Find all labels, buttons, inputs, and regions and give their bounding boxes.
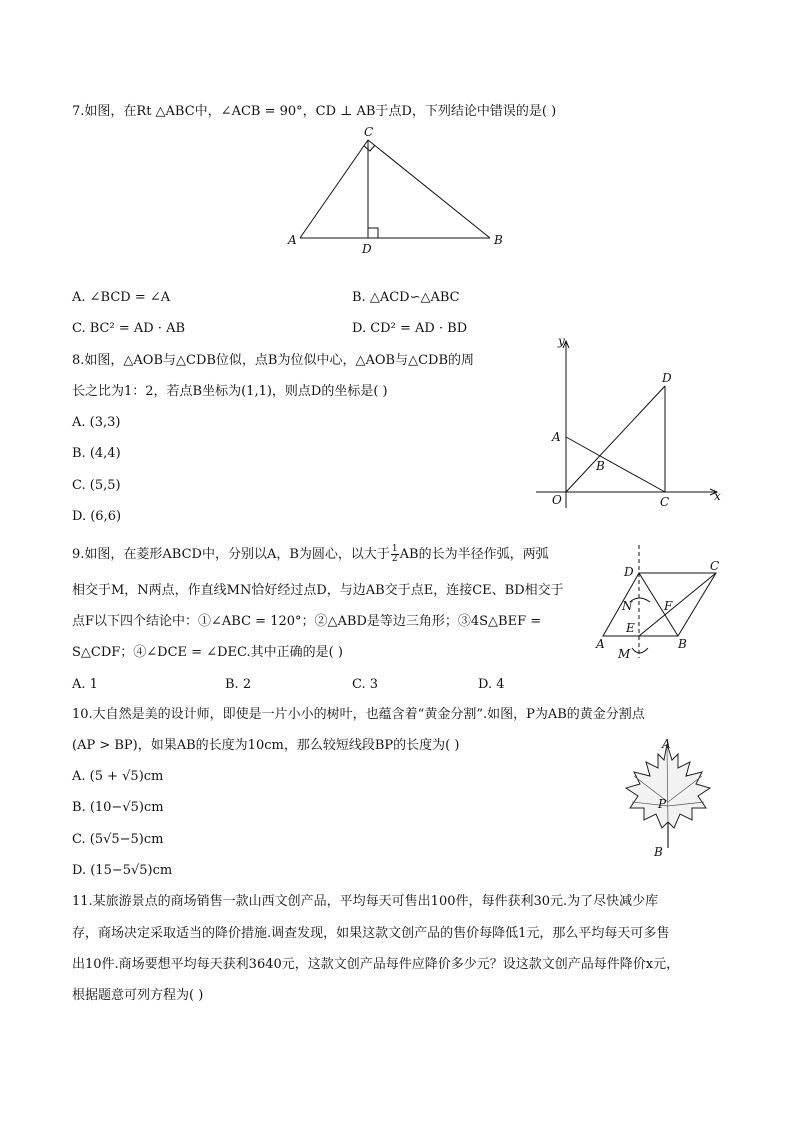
q9-label-b: B [678, 637, 687, 651]
q7-option-c[interactable]: C. BC² = AD · AB [72, 321, 186, 336]
q11-question-line2: 存，商场决定采取适当的降价措施.调查发现，如果这款文创产品的售价每降低1元，那么平均每天可多售 [72, 926, 670, 941]
q10-label-p: P [658, 797, 667, 811]
q7-label-d: D [362, 242, 372, 256]
q9-line1-part-b: AB的长为半径作弧，两弧 [399, 547, 549, 562]
q9-label-d: D [624, 565, 634, 579]
q7-label-c: C [364, 125, 374, 139]
q9-label-a: A [596, 637, 605, 651]
q9-question-line1 [72, 545, 549, 564]
q7-label-a: A [288, 233, 297, 247]
q9-fraction-half: $\frac{1}{2}$ [391, 544, 398, 564]
q10-maple-leaf-figure [618, 736, 718, 860]
q8-label-y: y [558, 334, 565, 348]
q9-line1-part-a: 9.如图，在菱形ABCD中，分别以A，B为圆心，以大于 [72, 547, 390, 562]
q10-question-line2: (AP > BP)，如果AB的长度为10cm，那么较短线段BP的长度为( ) [72, 738, 460, 753]
q8-label-d: D [662, 371, 672, 385]
q8-label-o: O [552, 493, 562, 507]
q7-option-d[interactable]: D. CD² = AD · BD [352, 321, 468, 336]
q8-option-a[interactable]: A. (3,3) [72, 415, 121, 430]
q10-option-b[interactable]: B. (10−√5)cm [72, 800, 164, 815]
q9-line-ce [639, 573, 716, 636]
q9-label-c: C [710, 559, 720, 573]
q7-option-b[interactable]: B. △ACD∽△ABC [352, 290, 460, 305]
q8-line-od [566, 386, 665, 492]
q7-right-angle-c [364, 145, 375, 151]
q8-option-c[interactable]: C. (5,5) [72, 478, 121, 493]
q11-question-line4: 根据题意可列方程为( ) [72, 988, 204, 1003]
q10-option-a[interactable]: A. (5 + √5)cm [72, 769, 164, 784]
q10-option-d[interactable]: D. (15−5√5)cm [72, 863, 173, 878]
q8-option-b[interactable]: B. (4,4) [72, 446, 121, 461]
q8-option-d[interactable]: D. (6,6) [72, 509, 122, 524]
q8-label-a: A [552, 430, 561, 444]
q9-question-line2: 相交于M，N两点，作直线MN恰好经过点D，与边AB交于点E，连接CE、BD相交于 [72, 583, 564, 598]
q8-question-line1: 8.如图，△AOB与△CDB位似，点B为位似中心，△AOB与△CDB的周 [72, 353, 474, 368]
q7-side-bc [368, 140, 490, 238]
q10-question-line1: 10.大自然是美的设计师，即使是一片小小的树叶，也蕴含着“黄金分割”.如图，P为AB的黄金分割点 [72, 707, 645, 722]
q8-line-ac [566, 437, 665, 492]
q11-question-line3: 出10件.商场要想平均每天获利3640元，这款文创产品每件应降价多少元？设这款文创产品每件降价x元， [72, 957, 680, 972]
q9-option-d[interactable]: D. 4 [478, 677, 505, 692]
q7-right-angle-d [368, 228, 378, 238]
q7-side-ac [300, 140, 368, 238]
q9-label-f: F [664, 599, 673, 613]
q9-arc-n [630, 598, 650, 602]
q9-option-a[interactable]: A. 1 [72, 677, 98, 692]
q7-triangle-figure [280, 122, 510, 257]
q8-label-b: B [596, 459, 605, 473]
q7-option-a[interactable]: A. ∠BCD = ∠A [72, 290, 171, 305]
q11-question-line1: 11.某旅游景点的商场销售一款山西文创产品，平均每天可售出100件，每件获利30元.为了尽快减少库 [72, 894, 659, 909]
q9-rhombus-figure [592, 540, 727, 662]
q9-label-n: N [622, 599, 633, 613]
q9-question-line4: S△CDF；④∠DCE = ∠DEC.其中正确的是( ) [72, 645, 343, 660]
q9-arc-m [632, 648, 648, 653]
q7-label-b: B [494, 233, 503, 247]
q9-label-e: E [626, 621, 635, 635]
q9-option-b[interactable]: B. 2 [225, 677, 252, 692]
q10-label-a: A [662, 737, 671, 751]
q10-label-b: B [654, 845, 663, 859]
q8-question-line2: 长之比为1：2，若点B坐标为(1,1)，则点D的坐标是( ) [72, 384, 388, 399]
q9-rhombus-abcd [603, 573, 716, 636]
q9-option-c[interactable]: C. 3 [352, 677, 379, 692]
q7-question: 7.如图，在Rt △ABC中，∠ACB = 90°，CD ⊥ AB于点D，下列结论中错误的是( ) [72, 104, 557, 119]
q8-label-x: x [714, 489, 721, 503]
q10-option-c[interactable]: C. (5√5−5)cm [72, 832, 164, 847]
q8-label-c: C [660, 495, 670, 509]
q9-question-line3: 点F以下四个结论中：①∠ABC = 120°；②△ABD是等边三角形；③4S△BEF = [72, 614, 542, 629]
q8-coordinate-figure [530, 336, 730, 512]
q9-label-m: M [618, 647, 631, 661]
